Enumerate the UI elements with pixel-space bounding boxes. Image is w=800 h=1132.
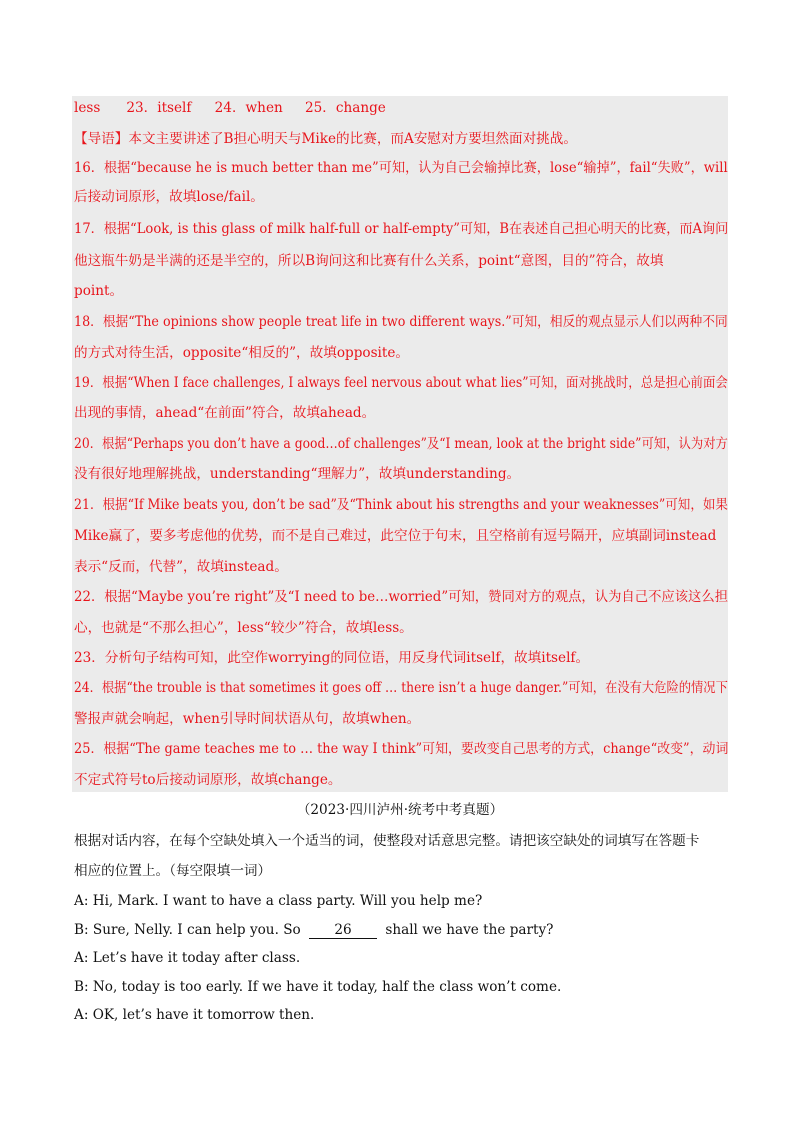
explanation-line: Mike赢了，要多考虑他的优势，而不是自己难过，此空位于句末，且空格前有逗号隔开，应填副词instead bbox=[74, 528, 717, 544]
explanation-line: 没有很好地理解挑战，understanding“理解力”，故填understanding。 bbox=[74, 466, 521, 482]
explanation-line: 23．分析句子结构可知，此空作worrying的同位语，用反身代词itself，故填itself。 bbox=[74, 650, 590, 666]
explanation-line: 不定式符号to后接动词原形，故填change。 bbox=[74, 772, 342, 788]
explanation-line: 的方式对待生活，opposite“相反的”，故填opposite。 bbox=[74, 345, 410, 361]
source-label: （2023·四川泸州·统考中考真题） bbox=[296, 802, 504, 818]
dialogue-line: B: No, today is too early. If we have it today, half the class won’t come. bbox=[74, 979, 562, 995]
dialogue-line: A: OK, let’s have it tomorrow then. bbox=[74, 1007, 315, 1023]
answer-24: 24．when bbox=[214, 100, 283, 116]
explanation-line: 16．根据“because he is much better than me”可知，认为自己会输掉比赛，lose“输掉”，fail“失败”，will bbox=[74, 160, 728, 176]
explanation-line: 表示“反而，代替”，故填instead。 bbox=[74, 559, 288, 575]
answer-blank-26: 26 bbox=[309, 923, 377, 939]
explanation-line: point。 bbox=[74, 283, 124, 299]
explanation-line: 他这瓶牛奶是半满的还是半空的，所以B询问这和比赛有什么关系，point“意图，目的”符合，故填 bbox=[74, 253, 664, 269]
explanation-line: 21．根据“If Mike beats you, don’t be sad”及“Think about his strengths and your weaknesses”可知，如果 bbox=[74, 497, 728, 513]
instruction-line: 相应的位置上。（每空限填一词） bbox=[74, 863, 272, 879]
answer-23: 23．itself bbox=[126, 100, 192, 116]
answer-row bbox=[74, 98, 386, 118]
explanation-line: 17．根据“Look, is this glass of milk half-full or half-empty”可知，B在表述自己担心明天的比赛，而A询问 bbox=[74, 221, 729, 237]
answer-25: 25．change bbox=[304, 100, 386, 116]
dialogue-text: shall we have the party? bbox=[385, 922, 554, 938]
dialogue-line: A: Let’s have it today after class. bbox=[74, 950, 301, 966]
guide-text: 【导语】本文主要讲述了B担心明天与Mike的比赛，而A安慰对方要坦然面对挑战。 bbox=[74, 131, 577, 147]
explanation-line: 22．根据“Maybe you’re right”及“I need to be…worried”可知，赞同对方的观点，认为自己不应该这么担 bbox=[74, 589, 729, 605]
explanation-line: 19．根据“When I face challenges, I always feel nervous about what lies”可知，面对挑战时，总是担心前面会 bbox=[74, 375, 728, 391]
explanation-line: 出现的事情，ahead“在前面”符合，故填ahead。 bbox=[74, 405, 376, 421]
explanation-line: 25．根据“The game teaches me to … the way I think”可知，要改变自己思考的方式，change“改变”，动词 bbox=[74, 741, 729, 757]
explanation-line: 心，也就是“不那么担心”，less“较少”符合，故填less。 bbox=[74, 620, 413, 636]
dialogue-line bbox=[74, 920, 553, 940]
answer-22: less bbox=[74, 100, 101, 116]
explanation-line: 18．根据“The opinions show people treat life in two different ways.”可知，相反的观点显示人们以两种不同 bbox=[74, 314, 728, 330]
explanation-line: 24．根据“the trouble is that sometimes it goes off … there isn’t a huge danger.”可知，在没有大危险的情况下 bbox=[74, 680, 728, 696]
explanation-line: 20．根据“Perhaps you don’t have a good…of challenges”及“I mean, look at the bright side”可知，认为对方 bbox=[74, 436, 728, 452]
instruction-line: 根据对话内容，在每个空缺处填入一个适当的词，使整段对话意思完整。请把该空缺处的词填写在答题卡 bbox=[74, 833, 700, 849]
dialogue-text: B: Sure, Nelly. I can help you. So bbox=[74, 922, 301, 938]
explanation-line: 后接动词原形，故填lose/fail。 bbox=[74, 189, 264, 205]
explanation-line: 警报声就会响起，when引导时间状语从句，故填when。 bbox=[74, 711, 421, 727]
dialogue-line: A: Hi, Mark. I want to have a class party. Will you help me? bbox=[74, 893, 483, 909]
